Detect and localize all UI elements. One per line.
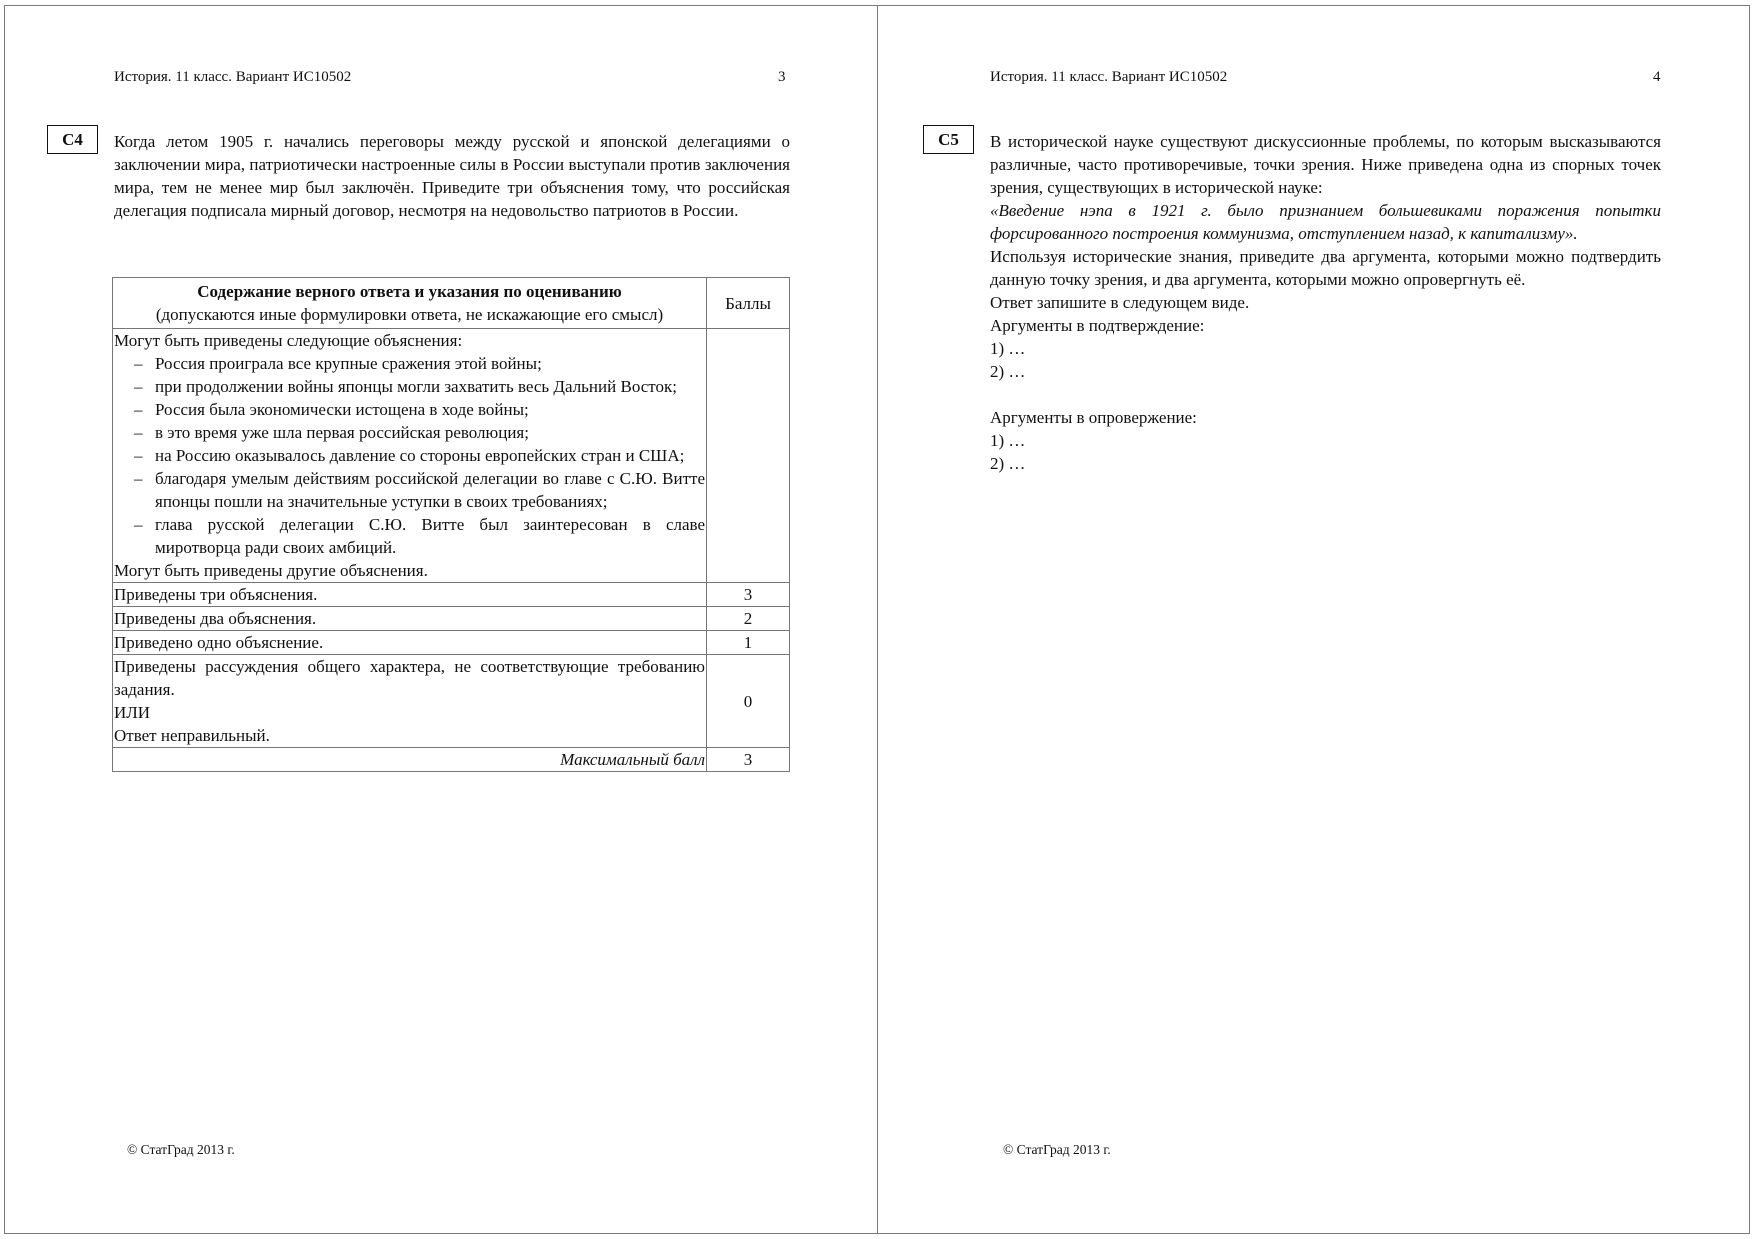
table-row xyxy=(113,607,790,631)
page-left xyxy=(4,5,878,1234)
page-number: 4 xyxy=(1653,69,1661,85)
max-score-label: Максимальный балл xyxy=(113,748,707,772)
list-item: – в это время уже шла первая российская революция; xyxy=(114,421,705,444)
zero-line-or: ИЛИ xyxy=(114,703,151,722)
task-label: С5 xyxy=(923,125,974,154)
criteria-header-note: (допускаются иные формулировки ответа, не искажающие его смысл) xyxy=(155,305,664,324)
table-header-row xyxy=(113,278,790,329)
answer-format-line: Ответ запишите в следующем виде. xyxy=(990,293,1250,312)
list-item: 2) … xyxy=(990,454,1026,473)
list-item: 2) … xyxy=(990,362,1026,381)
spacer xyxy=(990,383,1661,406)
criteria-header xyxy=(113,278,707,329)
list-item: – Россия была экономически истощена в ходе войны; xyxy=(114,398,705,421)
page-header: История. 11 класс. Вариант ИС10502 xyxy=(990,69,1228,85)
list-item: – на Россию оказывалось давление со стороны европейских стран и США; xyxy=(114,444,705,467)
list-item: – Россия проиграла все крупные сражения этой войны; xyxy=(114,352,705,375)
task-intro: В исторической науке существуют дискуссионные проблемы, по которым высказываются различные, часто противоречивые, точки зрения. Ниже приведена одна из спорных точек зрения, существующих в исторической науке: xyxy=(990,132,1661,197)
criterion-points: 2 xyxy=(707,607,790,631)
list-item: – глава русской делегации С.Ю. Витте был заинтересован в славе миротворца ради своих амбиций. xyxy=(114,513,705,559)
list-item: 1) … xyxy=(990,431,1026,450)
list-item: – при продолжении войны японцы могли захватить весь Дальний Восток; xyxy=(114,375,705,398)
table-row xyxy=(113,631,790,655)
page-number: 3 xyxy=(778,69,786,85)
task-quote: «Введение нэпа в 1921 г. было признанием большевиками поражения попытки форсированного построения коммунизма, отступлением назад, к капитализму». xyxy=(990,201,1661,243)
task-label: С4 xyxy=(47,125,98,154)
points-header: Баллы xyxy=(707,278,790,329)
refute-title: Аргументы в опровержение: xyxy=(990,408,1197,427)
table-row xyxy=(113,583,790,607)
criteria-header-title: Содержание верного ответа и указания по оцениванию xyxy=(197,282,622,301)
criterion-text: Приведено одно объяснение. xyxy=(113,631,707,655)
grading-table xyxy=(112,277,790,772)
page-footer: © СтатГрад 2013 г. xyxy=(127,1142,235,1157)
criterion-points: 1 xyxy=(707,631,790,655)
max-score-value: 3 xyxy=(707,748,790,772)
points-cell-empty xyxy=(707,329,790,583)
answer-content xyxy=(113,329,707,583)
list-item: 1) … xyxy=(990,339,1026,358)
criterion-text: Приведены три объяснения. xyxy=(113,583,707,607)
criterion-points: 0 xyxy=(707,655,790,748)
answer-content-row xyxy=(113,329,790,583)
zero-line: Ответ неправильный. xyxy=(114,726,270,745)
list-item: – благодаря умелым действиям российской делегации во главе с С.Ю. Витте японцы пошли на значительные уступки в своих требованиях; xyxy=(114,467,705,513)
max-score-row xyxy=(113,748,790,772)
answer-intro: Могут быть приведены следующие объяснения: xyxy=(114,331,463,350)
task-instruction: Используя исторические знания, приведите два аргумента, которыми можно подтвердить данную точку зрения, и два аргумента, которыми можно опровергнуть её. xyxy=(990,247,1661,289)
page-footer: © СтатГрад 2013 г. xyxy=(1003,1142,1111,1157)
confirm-title: Аргументы в подтверждение: xyxy=(990,316,1205,335)
task-body xyxy=(990,130,1661,475)
criterion-zero xyxy=(113,655,707,748)
criterion-text: Приведены два объяснения. xyxy=(113,607,707,631)
page-header: История. 11 класс. Вариант ИС10502 xyxy=(114,69,352,85)
criterion-points: 3 xyxy=(707,583,790,607)
page-right xyxy=(877,5,1750,1234)
zero-line: Приведены рассуждения общего характера, не соответствующие требованию задания. xyxy=(114,657,705,699)
task-text: Когда летом 1905 г. начались переговоры между русской и японской делегациями о заключении мира, патриотически настроенные силы в России выступали против заключения мира, тем не менее мир был заключён. Приведите три объяснения тому, что российская делегация подписала мирный договор, несмотря на недовольство патриотов в России. xyxy=(114,132,790,220)
table-row-zero xyxy=(113,655,790,748)
explanation-list xyxy=(114,352,705,559)
answer-outro: Могут быть приведены другие объяснения. xyxy=(114,561,428,580)
